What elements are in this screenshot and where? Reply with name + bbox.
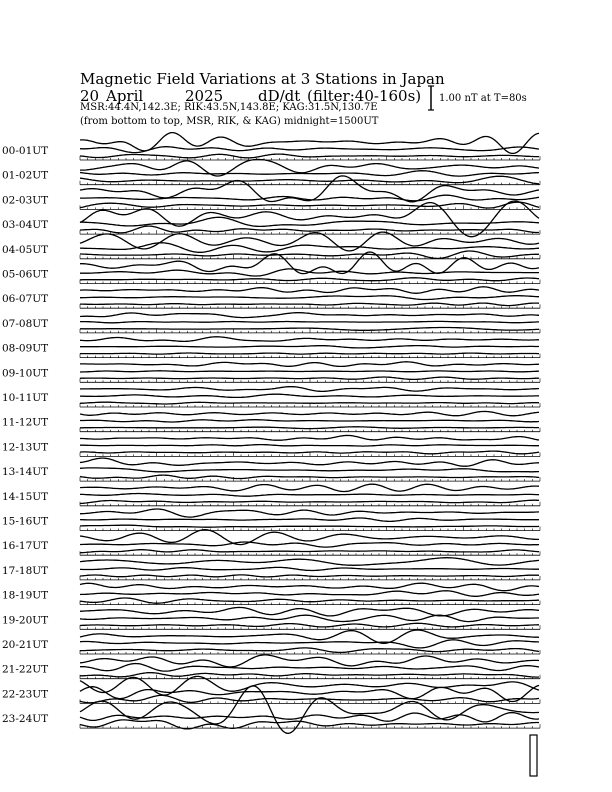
quantity-label: dD/dt bbox=[258, 87, 301, 105]
trace-KAG bbox=[80, 484, 539, 491]
row-label: 06-07UT bbox=[2, 293, 49, 306]
trace-RIK bbox=[80, 664, 539, 672]
trace-MSR bbox=[80, 427, 539, 429]
scale-label: 1.00 nT at T=80s bbox=[439, 93, 527, 104]
trace-KAG bbox=[80, 458, 539, 466]
row-label: 12-13UT bbox=[2, 441, 49, 454]
row-19-20UT bbox=[2, 607, 540, 629]
trace-MSR bbox=[80, 278, 539, 281]
overflow-marker bbox=[530, 735, 537, 776]
trace-MSR bbox=[80, 575, 539, 577]
trace-KAG bbox=[80, 313, 539, 318]
trace-KAG bbox=[80, 655, 539, 667]
trace-KAG bbox=[80, 509, 539, 517]
date-day: 20 bbox=[80, 87, 100, 105]
trace-MSR bbox=[80, 475, 539, 478]
trace-KAG bbox=[80, 232, 539, 251]
row-15-16UT bbox=[2, 509, 540, 531]
row-label: 20-21UT bbox=[2, 639, 49, 651]
row-18-19UT bbox=[2, 583, 540, 604]
row-label: 15-16UT bbox=[2, 515, 49, 528]
trace-MSR bbox=[80, 154, 539, 158]
trace-RIK bbox=[80, 420, 539, 422]
trace-KAG bbox=[80, 558, 539, 566]
row-label: 00-01UT bbox=[2, 145, 49, 157]
trace-MSR bbox=[80, 226, 539, 233]
trace-RIK bbox=[80, 567, 539, 570]
row-label: 14-15UT bbox=[2, 490, 49, 503]
trace-KAG bbox=[80, 287, 539, 294]
row-label: 07-08UT bbox=[2, 317, 49, 330]
trace-RIK bbox=[80, 518, 539, 521]
row-label: 16-17UT bbox=[2, 540, 49, 553]
trace-MSR bbox=[80, 303, 539, 306]
trace-MSR bbox=[80, 648, 539, 653]
trace-MSR bbox=[80, 623, 539, 627]
row-02-03UT bbox=[2, 176, 540, 210]
row-label: 13-14UT bbox=[2, 466, 49, 479]
row-07-08UT bbox=[2, 313, 540, 333]
date-year: 2025 bbox=[185, 87, 224, 105]
trace-KAG bbox=[80, 607, 539, 616]
trace-RIK bbox=[80, 445, 539, 447]
row-14-15UT bbox=[2, 484, 540, 506]
row-label: 08-09UT bbox=[2, 342, 49, 355]
stations-info: MSR:44.4N,142.3E; RIK:43.5N,143.8E; KAG:31.5N,130.7E bbox=[80, 102, 378, 113]
row-label: 03-04UT bbox=[2, 219, 49, 232]
row-label: 23-24UT bbox=[2, 713, 49, 726]
filter-label: (filter:40-160s) bbox=[307, 87, 422, 105]
row-01-02UT bbox=[2, 159, 540, 184]
trace-MSR bbox=[80, 525, 539, 527]
trace-MSR bbox=[80, 176, 539, 184]
row-16-17UT bbox=[2, 530, 540, 556]
row-21-22UT bbox=[2, 655, 540, 679]
trace-MSR bbox=[80, 451, 539, 454]
row-label: 22-23UT bbox=[2, 688, 49, 701]
trace-RIK bbox=[80, 468, 539, 472]
row-03-04UT bbox=[2, 201, 540, 237]
trace-KAG bbox=[80, 630, 539, 643]
row-17-18UT bbox=[2, 558, 540, 580]
row-13-14UT bbox=[2, 458, 540, 481]
trace-MSR bbox=[80, 550, 539, 553]
trace-RIK bbox=[80, 296, 539, 300]
date-month: April bbox=[106, 87, 144, 105]
row-11-12UT bbox=[2, 411, 540, 431]
trace-MSR bbox=[80, 402, 539, 404]
trace-RIK bbox=[80, 269, 539, 276]
row-label: 04-05UT bbox=[2, 243, 49, 256]
row-10-11UT bbox=[2, 387, 540, 407]
trace-RIK bbox=[80, 542, 539, 547]
row-label: 21-22UT bbox=[2, 663, 49, 676]
row-label: 18-19UT bbox=[2, 589, 49, 602]
row-06-07UT bbox=[2, 287, 540, 308]
trace-RIK bbox=[80, 346, 539, 348]
row-label: 11-12UT bbox=[2, 416, 49, 429]
trace-KAG bbox=[80, 362, 539, 367]
chart-title: Magnetic Field Variations at 3 Stations in Japan bbox=[80, 70, 445, 88]
trace-RIK bbox=[80, 147, 539, 153]
row-12-13UT bbox=[2, 435, 540, 456]
rows-layer bbox=[2, 133, 540, 734]
row-label: 19-20UT bbox=[2, 614, 49, 627]
row-label: 10-11UT bbox=[2, 392, 49, 404]
trace-RIK bbox=[80, 321, 539, 322]
trace-KAG bbox=[80, 337, 539, 342]
row-label: 05-06UT bbox=[2, 268, 49, 281]
row-00-01UT bbox=[2, 133, 540, 160]
row-label: 17-18UT bbox=[2, 564, 49, 577]
trace-RIK bbox=[80, 615, 539, 621]
row-05-06UT bbox=[2, 252, 540, 284]
trace-MSR bbox=[80, 598, 539, 603]
row-09-10UT bbox=[2, 362, 540, 383]
trace-KAG bbox=[80, 435, 539, 440]
order-note: (from bottom to top, MSR, RIK, & KAG) midnight=1500UT bbox=[80, 116, 379, 127]
trace-KAG bbox=[80, 583, 539, 591]
row-22-23UT bbox=[2, 676, 540, 703]
row-label: 09-10UT bbox=[2, 367, 49, 380]
trace-MSR bbox=[80, 328, 539, 331]
trace-KAG bbox=[80, 387, 539, 392]
trace-RIK bbox=[80, 640, 539, 648]
row-08-09UT bbox=[2, 337, 540, 358]
trace-RIK bbox=[80, 494, 539, 497]
trace-MSR bbox=[80, 500, 539, 503]
trace-MSR bbox=[80, 673, 539, 678]
trace-MSR bbox=[80, 377, 539, 379]
trace-KAG bbox=[80, 411, 539, 415]
row-label: 02-03UT bbox=[2, 194, 49, 207]
trace-KAG bbox=[80, 530, 539, 545]
row-20-21UT bbox=[2, 630, 540, 654]
trace-RIK bbox=[80, 394, 539, 397]
row-label: 01-02UT bbox=[2, 169, 49, 182]
trace-MSR bbox=[80, 202, 539, 208]
trace-RIK bbox=[80, 195, 539, 201]
trace-RIK bbox=[80, 591, 539, 597]
trace-RIK bbox=[80, 371, 539, 372]
trace-MSR bbox=[80, 353, 539, 354]
